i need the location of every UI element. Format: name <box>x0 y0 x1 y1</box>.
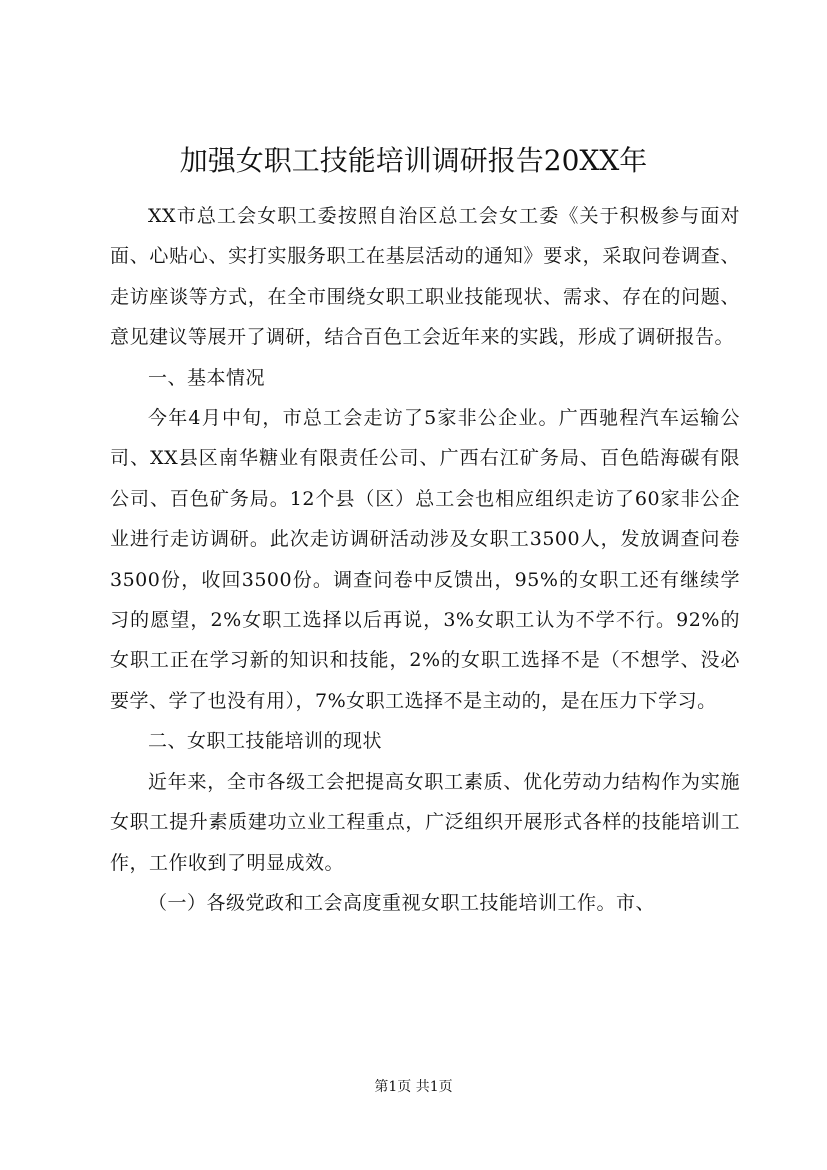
paragraph-subsection-1: （一）各级党政和工会高度重视女职工技能培训工作。市、 <box>148 891 656 914</box>
paragraph-recent-years: 近年来，全市各级工会把提高女职工素质、优化劳动力结构作为实施女职工提升素质建功立业工程重点，广泛组织开展形式各样的技能培训工作，工作收到了明显成效。 <box>110 770 740 874</box>
section-heading-basic-situation: 一、基本情况 <box>148 366 266 389</box>
page-footer: 第1页 共1页 <box>374 1079 453 1095</box>
paragraph-survey: 今年4月中旬，市总工会走访了5家非公企业。广西驰程汽车运输公司、XX县区南华糖业有限责任公司、广西右江矿务局、百色皓海碳有限公司、百色矿务局。12个县（区）总工会也相应组织走访了60家非公企业进行走访调研。此次走访调研活动涉及女职工3500人，发放调查问卷3500份，收回3500份。调查问卷中反馈出，95%的女职工还有继续学习的愿望，2%女职工选择以后再说，3%女职工认为不学不行。92%的女职工正在学习新的知识和技能，2%的女职工选择不是（不想学、没必要学、学了也没有用），7%女职工选择不是主动的，是在压力下学习。 <box>110 407 740 712</box>
paragraph-intro: XX市总工会女职工委按照自治区总工会女工委《关于积极参与面对面、心贴心、实打实服务职工在基层活动的通知》要求，采取问卷调查、走访座谈等方式，在全市围绕女职工职业技能现状、需求、存在的问题、意见建议等展开了调研，结合百色工会近年来的实践，形成了调研报告。 <box>110 205 740 349</box>
section-heading-current-status: 二、女职工技能培训的现状 <box>148 730 383 753</box>
document-title: 加强女职工技能培训调研报告20XX年 <box>179 144 648 177</box>
document-body <box>110 196 740 923</box>
